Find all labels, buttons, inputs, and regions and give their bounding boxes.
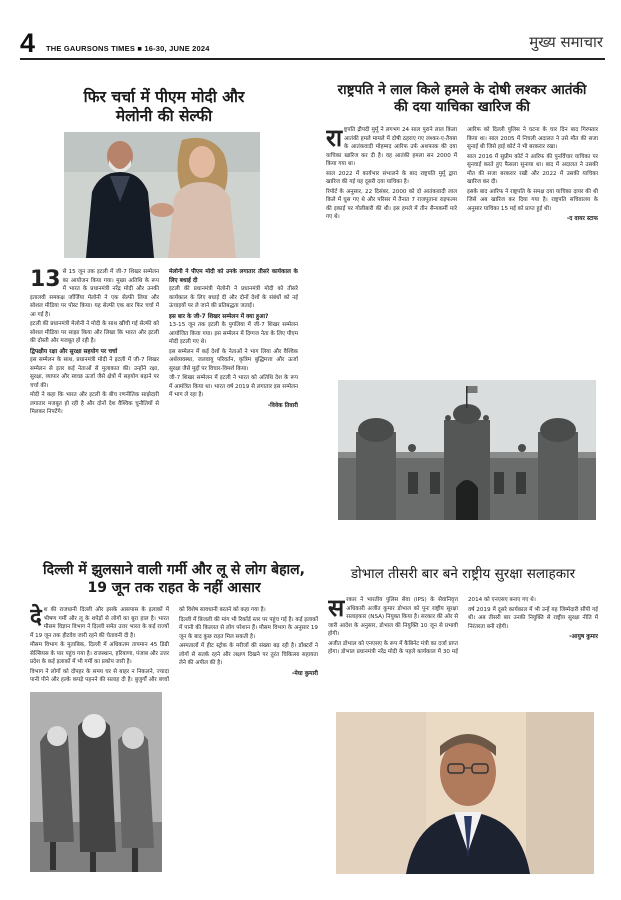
page-header xyxy=(20,28,605,58)
paragraph: अजीत डोभाल को एनएसए के रूप में कैबिनेट मंत्री का दर्जा प्राप्त होगा। डोभाल प्रधानमंत्री नरेंद्र मोदी के पहले कार्यकाल में 30 मई 2014 को एनएसए बनाए गए थे। xyxy=(328,597,536,655)
subhead: द्विपक्षीय रक्षा और सुरक्षा सहयोग पर चर्चा xyxy=(30,348,118,355)
paragraph: अस्पतालों में हीट स्ट्रोक के मरीजों की संख्या बढ़ रही है। डॉक्टरों ने लोगों से सतर्क रहने और लक्षण दिखने पर तुरंत चिकित्सा सहायता लेने की अपील की है। xyxy=(179,643,318,666)
paper-name: THE GAURSONS TIMES xyxy=(46,44,136,53)
paragraph: 13-15 जून तक इटली के पुगलिया में जी-7 शिखर सम्मेलन आयोजित किया गया। इस सम्मेलन में दिग्गज नेता के लिए पीएम मोदी इटली गए थे। xyxy=(169,322,298,345)
paragraph: वर्ष 2019 में दूसरे कार्यकाल में भी उन्हें यह जिम्मेदारी सौंपी गई थी। अब तीसरी बार उनकी नियुक्ति से राष्ट्रीय सुरक्षा नीति में निरंतरता बनी रहेगी। xyxy=(468,606,598,630)
paragraph: मौसम विभाग के मुताबिक, दिल्ली में अधिकतम तापमान 45 डिग्री सेल्सियस के पार पहुंच गया है। राजस्थान, हरियाणा, पंजाब और उत्तर प्रदेश के कई इलाकों में भी गर्मी का प्रकोप जारी है। xyxy=(30,642,169,665)
headline: फिर चर्चा में पीएम मोदी और मेलोनी की सेल्फी xyxy=(83,88,245,126)
paragraph: ष्ट्रपति द्रौपदी मुर्मू ने लगभग 24 साल पुराने लाल किला आतंकी हमले मामले में दोषी ठहराए गए लश्कर-ए-तैयबा के आतंकवादी मोहम्मद आरिफ उर्फ अशफाक की दया याचिका खारिज कर दी है। वह आतंकी हमला सन 2000 में किया गया था। xyxy=(326,127,457,167)
paragraph: साल 2022 में कार्यभार संभालने के बाद राष्ट्रपति मुर्मू द्वारा खारिज की गई यह दूसरी दया याचिका है। xyxy=(326,170,457,185)
paragraph: श की राजधानी दिल्ली और इसके आसपास के इलाकों में भीषण गर्मी और लू के थपेड़ों से लोगों का बुरा हाल है। भारत मौसम विज्ञान विभाग ने दिल्ली समेत उत्तर भारत के कई राज्यों में 19 जून तक हीटवेव जारी रहने की चेतावनी दी है। xyxy=(30,607,169,639)
selfie-illustration xyxy=(64,132,260,258)
paragraph: जी-7 शिखर सम्मेलन में इटली ने भारत को अतिथि देश के रूप में आमंत्रित किया था। भारत वर्ष 2019 से लगातार इस सम्मेलन में भाग ले रहा है। xyxy=(169,375,298,398)
modi-meloni-selfie-photo xyxy=(64,132,260,258)
doval-illustration xyxy=(336,712,594,874)
paragraph: मोदी ने कहा कि भारत और इटली के बीच रणनीतिक साझेदारी लगातार मजबूत हो रही है और दोनों देश वैश्विक चुनौतियों से मिलकर निपटेंगे। xyxy=(30,392,159,415)
byline: -विवेक तिवारी xyxy=(267,402,298,409)
paragraph: इटली की प्रधानमंत्री मेलोनी ने प्रधानमंत्री मोदी को तीसरे कार्यकाल के लिए बधाई दी और दोनों देशों के संबंधों को नई ऊंचाइयों पर ले जाने की प्रतिबद्धता जताई। xyxy=(169,286,298,309)
dropcap: 13 xyxy=(30,268,61,292)
section-title: मुख्य समाचार xyxy=(529,33,603,51)
article-body xyxy=(328,596,598,714)
paragraph: इसके बाद आरिफ ने राष्ट्रपति के समक्ष दया याचिका दायर की थी जिसे अब खारिज कर दिया गया है। राष्ट्रपति सचिवालय के अनुसार याचिका 15 मई को प्राप्त हुई थी। xyxy=(467,188,598,212)
page-number: 4 xyxy=(20,28,36,58)
paragraph: रकार ने भारतीय पुलिस सेवा (IPS) के सेवानिवृत्त अधिकारी अजीत कुमार डोभाल को पुनः राष्ट्रीय सुरक्षा सलाहकार (NSA) नियुक्त किया है। सरकार की ओर से जारी आदेश के अनुसार, डोभाल की नियुक्ति 10 जून से प्रभावी होगी। xyxy=(328,597,458,637)
red-fort-photo xyxy=(338,380,596,520)
paragraph: दिल्ली में बिजली की मांग भी रिकॉर्ड स्तर पर पहुंच गई है। कई इलाकों में पानी की किल्लत से लोग परेशान हैं। मौसम विभाग के अनुसार 19 जून के बाद कुछ राहत मिल सकती है। xyxy=(179,616,318,640)
article-doval xyxy=(328,564,598,714)
paragraph: विभाग ने लोगों को दोपहर के समय घर से बाहर न निकलने, ज्यादा पानी पीने और हल्के कपड़े पहनने की सलाह दी है। बुजुर्गों और बच्चों को विशेष सावधानी बरतने को कहा गया है। xyxy=(30,607,266,683)
paragraph: इटली की प्रधानमंत्री मेलोनी ने मोदी के साथ खींची गई सेल्फी को सोशल मीडिया पर साझा किया और लिखा कि भारत और इटली की दोस्ती और मजबूत हो रही है। xyxy=(30,321,159,344)
red-fort-illustration xyxy=(338,380,596,520)
paragraph: इस सम्मेलन के साथ, प्रधानमंत्री मोदी ने इटली में जी-7 शिखर सम्मेलन से इतर कई नेताओं से मुलाकात की। उन्होंने रक्षा, सुरक्षा, व्यापार और स्वच्छ ऊर्जा जैसे क्षेत्रों में सहयोग बढ़ाने पर चर्चा की। xyxy=(30,357,159,389)
headline: दिल्ली में झुलसाने वाली गर्मी और लू से लोग बेहाल, 19 जून तक राहत के नहीं आसार xyxy=(43,562,305,596)
article-selfie-body xyxy=(30,268,298,502)
paragraph: इस सम्मेलन में कई देशों के नेताओं ने भाग लिया और वैश्विक अर्थव्यवस्था, जलवायु परिवर्तन, कृत्रिम बुद्धिमत्ता और ऊर्जा सुरक्षा जैसे मुद्दों पर विचार-विमर्श किया। xyxy=(169,348,298,372)
paragraph: साल 2016 में सुप्रीम कोर्ट ने आरिफ की पुनर्विचार याचिका पर सुनवाई करते हुए फैसला सुनाया था। बाद में अदालत ने उसकी मौत की सजा बरकरार रखी और 2022 में उसकी याचिका खारिज कर दी। xyxy=(467,153,598,185)
dropcap: स xyxy=(328,594,345,622)
headline: डोभाल तीसरी बार बने राष्ट्रीय सुरक्षा सलाहकार xyxy=(350,566,576,582)
header-rule xyxy=(20,58,605,60)
heatwave-people-photo xyxy=(30,692,162,872)
ajit-doval-photo xyxy=(336,712,594,874)
separator: ■ xyxy=(137,44,145,53)
article-body xyxy=(30,268,298,500)
paragraph: रिपोर्ट के अनुसार, 22 दिसंबर, 2000 को दो आतंकवादी लाल किले में घुस गए थे और परिसर में तैनात 7 राजपूताना राइफल्स की इकाई पर गोलीबारी की थी। इस हमले में तीन सैन्यकर्मी मारे गए थे। xyxy=(326,188,457,220)
subhead: मेलोनी ने पीएम मोदी को उनके लगातार तीसरे कार्यकाल के लिए बधाई दी xyxy=(169,269,298,284)
byline: -आयुष कुमार xyxy=(569,634,598,640)
dropcap: दे xyxy=(30,605,42,630)
paragraph: आरिफ को दिल्ली पुलिस ने घटना के चार दिन बाद गिरफ्तार किया था। साल 2005 में निचली अदालत ने उसे मौत की सजा सुनाई थी जिसे हाई कोर्ट ने भी बरकरार रखा। xyxy=(467,127,598,150)
paper-name-date xyxy=(46,44,210,53)
issue-date: 16-30, JUNE 2024 xyxy=(144,44,210,53)
paragraph: से 15 जून तक इटली में जी-7 शिखर सम्मेलन का आयोजन किया गया। मुख्य अतिथि के रूप में भारत के प्रधानमंत्री नरेंद्र मोदी और उनकी इतालवी समकक्ष जॉर्जिया मेलोनी ने एक सेल्फी लिया और सोशल मीडिया पर पोस्ट किया। यह सेल्फी एक बार फिर चर्चा में आ गई है। xyxy=(30,269,159,318)
byline: -द वायर स्टाफ xyxy=(566,216,598,222)
byline: -मेघा कुमारी xyxy=(291,670,318,677)
subhead: इस बार के जी-7 शिखर सम्मेलन में क्या हुआ? xyxy=(169,313,269,320)
heatwave-illustration xyxy=(30,692,162,872)
article-body xyxy=(326,126,598,370)
dropcap: रा xyxy=(326,124,343,152)
headline: राष्ट्रपति ने लाल किले हमले के दोषी लश्कर आतंकी की दया याचिका खारिज की xyxy=(337,82,587,115)
